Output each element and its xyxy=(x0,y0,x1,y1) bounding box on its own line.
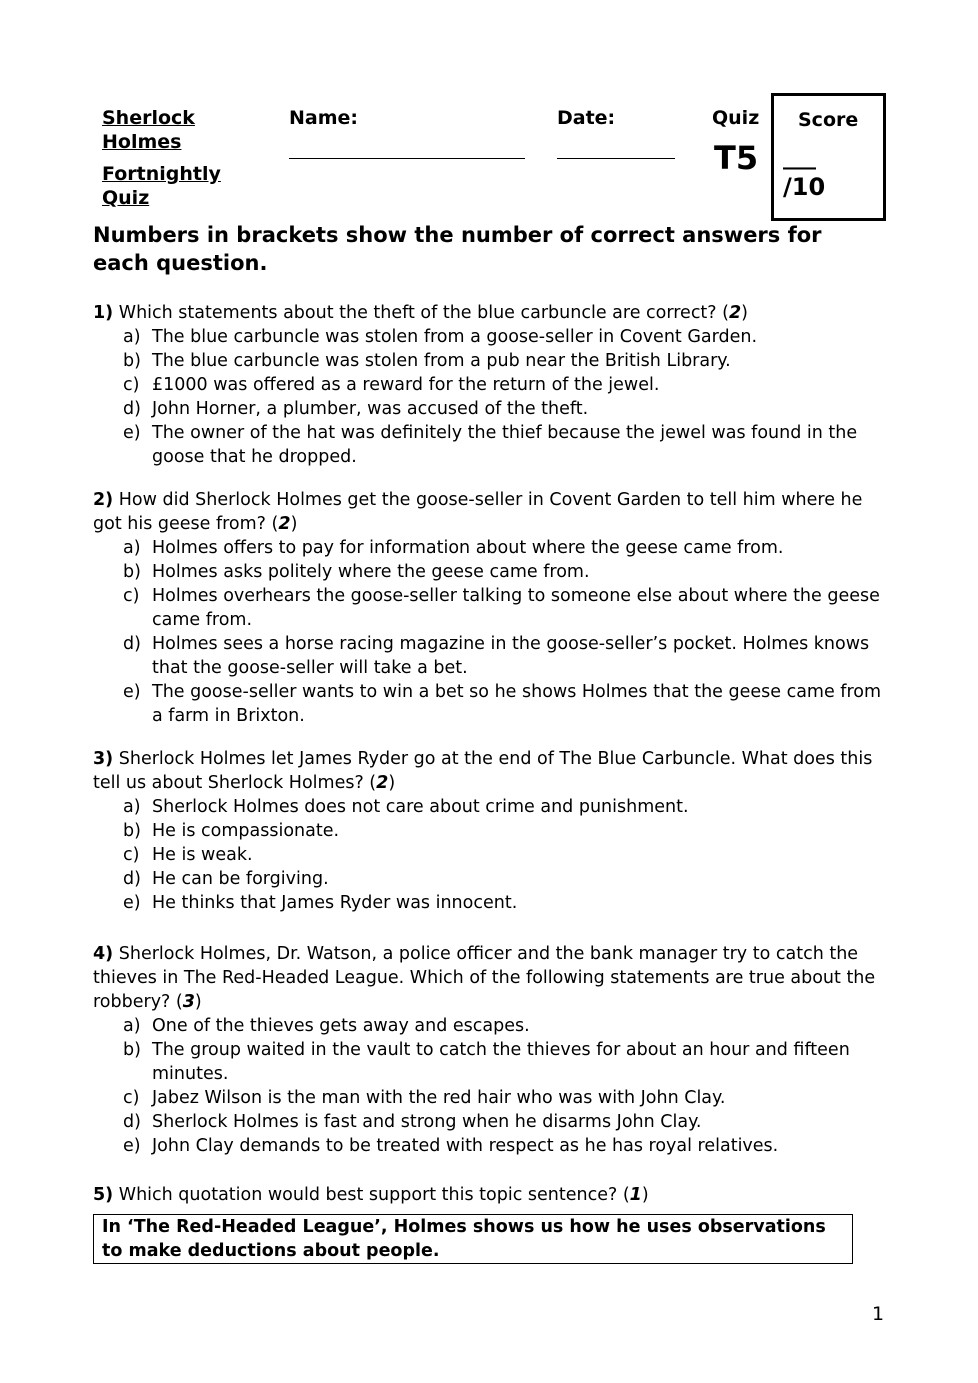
answer-count: 3 xyxy=(182,992,195,1012)
option-a[interactable] xyxy=(93,536,883,560)
option-text: Holmes overhears the goose-seller talking to someone else about where the geese came from. xyxy=(152,586,880,630)
option-letter: c) xyxy=(123,845,140,865)
option-e[interactable] xyxy=(93,1134,883,1158)
score-blank[interactable]: ___ xyxy=(783,145,816,170)
instructions: Numbers in brackets show the number of correct answers for each question. xyxy=(93,223,822,275)
option-letter: b) xyxy=(123,562,141,582)
question-1 xyxy=(93,301,883,469)
option-a[interactable] xyxy=(93,795,883,819)
score-box xyxy=(771,93,886,221)
option-letter: c) xyxy=(123,586,140,606)
option-e[interactable] xyxy=(93,421,883,469)
option-text: He is compassionate. xyxy=(152,821,340,841)
option-letter: b) xyxy=(123,821,141,841)
question-text: Sherlock Holmes, Dr. Watson, a police officer and the bank manager try to catch the thieves in The Red-Headed League. Which of the following statements are true about the robbery? ( xyxy=(93,944,876,1012)
name-field[interactable] xyxy=(289,158,525,159)
question-text: Which statements about the theft of the blue carbuncle are correct? ( xyxy=(118,303,729,323)
option-letter: d) xyxy=(123,399,141,419)
option-b[interactable] xyxy=(93,1038,883,1086)
option-b[interactable] xyxy=(93,819,883,843)
bracket-close: ) xyxy=(194,992,202,1012)
bracket-close: ) xyxy=(741,303,748,323)
option-letter: a) xyxy=(123,797,141,817)
option-letter: c) xyxy=(123,375,140,395)
option-text: Holmes asks politely where the geese came from. xyxy=(152,562,590,582)
option-b[interactable] xyxy=(93,349,883,373)
question-5 xyxy=(93,1183,883,1207)
option-d[interactable] xyxy=(93,397,883,421)
option-text: The blue carbuncle was stolen from a goose-seller in Covent Garden. xyxy=(152,327,758,347)
option-text: The blue carbuncle was stolen from a pub near the British Library. xyxy=(152,351,731,371)
option-letter: d) xyxy=(123,1112,141,1132)
question-5-stem xyxy=(93,1183,883,1207)
option-text: He is weak. xyxy=(152,845,253,865)
options-list xyxy=(93,795,883,915)
title-line-3: Fortnightly xyxy=(102,163,221,185)
question-text: Sherlock Holmes let James Ryder go at the end of The Blue Carbuncle. What does this tell us about Sherlock Holmes? ( xyxy=(93,749,873,793)
option-c[interactable] xyxy=(93,843,883,867)
option-text: Sherlock Holmes is fast and strong when he disarms John Clay. xyxy=(152,1112,702,1132)
question-number: 2) xyxy=(93,490,114,510)
question-3-stem xyxy=(93,747,883,795)
option-b[interactable] xyxy=(93,560,883,584)
option-text: The group waited in the vault to catch the thieves for about an hour and fifteen minutes. xyxy=(152,1040,850,1084)
answer-count: 2 xyxy=(278,514,291,534)
question-2 xyxy=(93,488,883,728)
option-text: Holmes offers to pay for information about where the geese came from. xyxy=(152,538,784,558)
option-d[interactable] xyxy=(93,1110,883,1134)
option-letter: b) xyxy=(123,351,141,371)
option-text: John Horner, a plumber, was accused of the theft. xyxy=(152,399,589,419)
question-number: 1) xyxy=(93,303,114,323)
option-text: Jabez Wilson is the man with the red hair who was with John Clay. xyxy=(152,1088,726,1108)
options-list xyxy=(93,536,883,728)
quiz-code: T5 xyxy=(714,139,759,177)
name-label: Name: xyxy=(289,107,359,129)
bracket-close: ) xyxy=(388,773,396,793)
option-a[interactable] xyxy=(93,1014,883,1038)
option-text: Sherlock Holmes does not care about crime and punishment. xyxy=(152,797,689,817)
question-3 xyxy=(93,747,883,915)
question-number: 5) xyxy=(93,1185,114,1205)
options-list xyxy=(93,1014,883,1158)
title-line-2: Holmes xyxy=(102,131,182,153)
question-1-stem xyxy=(93,301,883,325)
page-number: 1 xyxy=(872,1303,885,1325)
options-list xyxy=(93,325,883,469)
quiz-label: Quiz xyxy=(712,107,760,129)
answer-count: 2 xyxy=(728,303,742,323)
option-c[interactable] xyxy=(93,584,883,632)
question-text: How did Sherlock Holmes get the goose-seller in Covent Garden to tell him where he got his geese from? ( xyxy=(93,490,863,534)
option-e[interactable] xyxy=(93,680,883,728)
option-text: The owner of the hat was definitely the thief because the jewel was found in the goose that he dropped. xyxy=(152,423,858,467)
option-text: £1000 was offered as a reward for the return of the jewel. xyxy=(152,375,660,395)
answer-count: 2 xyxy=(376,773,389,793)
option-text: Holmes sees a horse racing magazine in the goose-seller’s pocket. Holmes knows that the goose-seller will take a bet. xyxy=(152,634,870,678)
question-text: Which quotation would best support this topic sentence? ( xyxy=(118,1185,630,1205)
score-total: /10 xyxy=(783,173,826,201)
option-text: John Clay demands to be treated with respect as he has royal relatives. xyxy=(152,1136,779,1156)
topic-sentence-box: In ‘The Red-Headed League’, Holmes shows us how he uses observations to make deductions about people. xyxy=(93,1214,853,1264)
option-text: He thinks that James Ryder was innocent. xyxy=(152,893,518,913)
option-d[interactable] xyxy=(93,867,883,891)
question-number: 3) xyxy=(93,749,114,769)
option-letter: b) xyxy=(123,1040,141,1060)
question-2-stem xyxy=(93,488,883,536)
option-text: The goose-seller wants to win a bet so he shows Holmes that the geese came from a farm in Brixton. xyxy=(152,682,882,726)
question-number: 4) xyxy=(93,944,114,964)
title-line-1: Sherlock xyxy=(102,107,195,129)
question-4-stem xyxy=(93,942,883,1014)
option-letter: a) xyxy=(123,1016,141,1036)
option-c[interactable] xyxy=(93,1086,883,1110)
question-4 xyxy=(93,942,883,1158)
option-text: He can be forgiving. xyxy=(152,869,329,889)
date-field[interactable] xyxy=(557,158,675,159)
option-letter: d) xyxy=(123,869,141,889)
option-letter: e) xyxy=(123,682,141,702)
score-label: Score xyxy=(798,109,859,131)
answer-count: 1 xyxy=(629,1185,642,1205)
option-c[interactable] xyxy=(93,373,883,397)
option-letter: e) xyxy=(123,893,141,913)
option-letter: d) xyxy=(123,634,141,654)
option-letter: c) xyxy=(123,1088,140,1108)
option-letter: a) xyxy=(123,538,141,558)
bracket-close: ) xyxy=(290,514,298,534)
quiz-title xyxy=(102,106,252,210)
option-letter: e) xyxy=(123,1136,141,1156)
option-e[interactable] xyxy=(93,891,883,915)
option-d[interactable] xyxy=(93,632,883,680)
bracket-close: ) xyxy=(641,1185,649,1205)
option-letter: e) xyxy=(123,423,141,443)
option-letter: a) xyxy=(123,327,141,347)
option-text: One of the thieves gets away and escapes. xyxy=(152,1016,530,1036)
date-label: Date: xyxy=(557,107,616,129)
option-a[interactable] xyxy=(93,325,883,349)
title-line-4: Quiz xyxy=(102,187,150,209)
